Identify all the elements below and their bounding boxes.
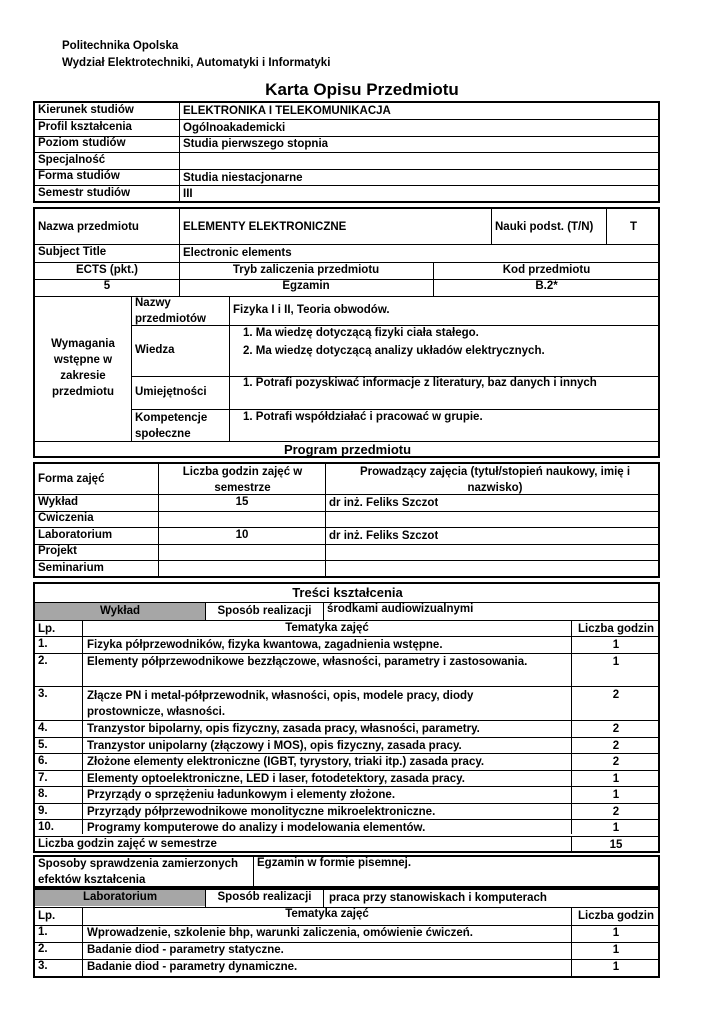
study-form-label: Forma studiów	[38, 170, 120, 182]
teacher-header: Prowadzący zajęcia (tytuł/stopień naukowy, imię i nazwisko)	[359, 466, 631, 494]
program-title: Program przedmiotu	[283, 442, 412, 457]
lecture-row-6-lp: 6.	[38, 755, 48, 767]
basic-sciences-value: T	[629, 221, 638, 233]
assessment-value: Egzamin w formie pisemnej.	[257, 857, 412, 869]
study-profile-value: Ogólnoakademicki	[183, 122, 286, 134]
lecture-row-4-topic: Tranzystor bipolarny, opis fizyczny, zasada pracy, własności, parametry.	[87, 723, 480, 735]
semester-label: Semestr studiów	[38, 187, 131, 199]
lecture-row-9-lp: 9.	[38, 805, 48, 817]
assessment-table	[33, 855, 660, 888]
lecture-row-3-topic: Złącze PN i metal-półprzewodnik, własności, opis, modele pracy, diody prostownicze, własności.	[87, 690, 474, 718]
form-seminar: Seminarium	[38, 562, 104, 574]
lab-method-label: Sposób realizacji	[217, 891, 312, 903]
lecture-col-lp: Lp.	[38, 623, 56, 635]
ects-label: ECTS (pkt.)	[76, 264, 138, 276]
study-profile-label: Profil kształcenia	[38, 121, 132, 133]
lab-row-3-lp: 3.	[38, 960, 48, 972]
form-lecture-hours: 15	[235, 496, 249, 508]
lecture-row-8-lp: 8.	[38, 788, 48, 800]
lecture-row-1-topic: Fizyka półprzewodników, fizyka kwantowa, zagadnienia wstępne.	[87, 639, 443, 651]
course-code-value: B.2*	[535, 280, 558, 292]
lecture-col-hours: Liczba godzin	[577, 623, 655, 635]
lecture-total-value: 15	[609, 839, 623, 851]
study-level-label: Poziom studiów	[38, 137, 126, 149]
lab-row-1-lp: 1.	[38, 926, 48, 938]
form-laboratory: Laboratorium	[38, 529, 113, 541]
lecture-row-2-lp: 2.	[38, 655, 48, 667]
form-exercises: Ćwiczenia	[38, 512, 94, 524]
specialty-label: Specjalność	[38, 154, 106, 166]
lecture-row-8-topic: Przyrządy o sprzężeniu ładunkowym i elementy złożone.	[87, 789, 396, 801]
lecture-row-7-hours: 1	[612, 773, 620, 785]
document-title: Karta Opisu Przedmiotu	[265, 80, 459, 99]
hours-header: Liczba godzin zajęć w semestrze	[182, 466, 303, 494]
social-competence-label: Kompetencje społeczne	[135, 412, 208, 440]
lecture-row-3-hours: 2	[612, 689, 620, 701]
ects-value: 5	[103, 280, 111, 292]
course-info-table	[33, 207, 660, 458]
lecture-row-10-hours: 1	[612, 822, 620, 834]
lecture-row-7-lp: 7.	[38, 772, 48, 784]
lab-row-2-hours: 1	[612, 944, 620, 956]
lecture-label: Wykład	[35, 603, 205, 620]
assessment-label: Sposoby sprawdzenia zamierzonych efektów kształcenia	[38, 858, 239, 886]
form-project: Projekt	[38, 545, 77, 557]
study-field-value: ELEKTRONIKA I TELEKOMUNIKACJA	[183, 105, 391, 117]
lecture-row-4-hours: 2	[612, 723, 620, 735]
course-code-label: Kod przedmiotu	[502, 264, 591, 276]
subject-title-label: Subject Title	[38, 246, 107, 258]
skills-item-1: 1. Potrafi pozyskiwać informacje z literatury, baz danych i innych	[243, 377, 597, 389]
lecture-method-label: Sposób realizacji	[217, 605, 312, 617]
lecture-row-2-hours: 1	[612, 656, 620, 668]
lab-row-2-lp: 2.	[38, 943, 48, 955]
skills-label: Umiejętności	[135, 386, 207, 398]
study-info-table	[33, 101, 660, 203]
lecture-row-2-topic: Elementy półprzewodnikowe bezzłączowe, własności, parametry i zastosowania.	[87, 656, 528, 668]
lab-row-1-topic: Wprowadzenie, szkolenie bhp, warunki zaliczenia, omówienie ćwiczeń.	[87, 927, 473, 939]
lecture-row-1-hours: 1	[612, 639, 620, 651]
knowledge-item-1: 1. Ma wiedzę dotyczącą fizyki ciała stałego.	[243, 327, 479, 339]
requirements-label: Wymagania wstępne w zakresie przedmiotu	[51, 338, 115, 398]
course-name-value: ELEMENTY ELEKTRONICZNE	[183, 221, 347, 233]
study-level-value: Studia pierwszego stopnia	[183, 138, 329, 150]
form-lecture: Wykład	[38, 496, 79, 508]
prerequisite-courses-value: Fizyka I i II, Teoria obwodów.	[233, 304, 390, 316]
lecture-row-9-hours: 2	[612, 806, 620, 818]
lecture-method-value: środkami audiowizualnymi	[327, 603, 474, 615]
lab-col-lp: Lp.	[38, 910, 56, 922]
class-forms-table	[33, 462, 660, 578]
lecture-row-8-hours: 1	[612, 789, 620, 801]
lab-col-topic: Tematyka zajęć	[285, 908, 369, 920]
faculty-name: Wydział Elektrotechniki, Automatyki i Informatyki	[62, 57, 331, 69]
lab-label: Laboratorium	[35, 890, 205, 906]
content-title: Treści kształcenia	[292, 585, 403, 600]
basic-sciences-label: Nauki podst. (T/N)	[495, 221, 594, 233]
course-name-label: Nazwa przedmiotu	[38, 221, 139, 233]
lecture-row-10-lp: 10.	[38, 821, 54, 833]
form-lecture-teacher: dr inż. Feliks Szczot	[329, 497, 439, 509]
social-competence-item-1: 1. Potrafi współdziałać i pracować w grupie.	[243, 411, 483, 423]
lecture-row-6-hours: 2	[612, 756, 620, 768]
lab-row-3-topic: Badanie diod - parametry dynamiczne.	[87, 961, 298, 973]
lecture-row-7-topic: Elementy optoelektroniczne, LED i laser, fotodetektory, zasada pracy.	[87, 773, 465, 785]
knowledge-label: Wiedza	[135, 344, 175, 356]
lecture-row-9-topic: Przyrządy półprzewodnikowe monolityczne mikroelektroniczne.	[87, 806, 436, 818]
form-laboratory-teacher: dr inż. Feliks Szczot	[329, 530, 439, 542]
lecture-row-10-topic: Programy komputerowe do analizy i modelowania elementów.	[87, 822, 426, 834]
lab-row-3-hours: 1	[612, 961, 620, 973]
lab-row-2-topic: Badanie diod - parametry statyczne.	[87, 944, 284, 956]
prerequisite-courses-label: Nazwy przedmiotów	[135, 297, 206, 325]
lecture-row-4-lp: 4.	[38, 722, 48, 734]
lab-content-table	[33, 888, 660, 978]
lecture-row-6-topic: Złożone elementy elektroniczne (IGBT, tyrystory, triaki itp.) zasada pracy.	[87, 756, 485, 768]
class-form-header: Forma zajęć	[38, 473, 105, 485]
study-field-label: Kierunek studiów	[38, 104, 134, 116]
lab-method-value: praca przy stanowiskach i komputerach	[329, 892, 547, 904]
form-laboratory-hours: 10	[235, 529, 249, 541]
semester-value: III	[183, 188, 193, 200]
lab-row-1-hours: 1	[612, 927, 620, 939]
study-form-value: Studia niestacjonarne	[183, 172, 303, 184]
lecture-content-table	[33, 582, 660, 853]
lecture-row-5-topic: Tranzystor unipolarny (złączowy i MOS), opis fizyczny, zasada pracy.	[87, 740, 462, 752]
lab-col-hours: Liczba godzin	[577, 910, 655, 922]
knowledge-item-2: 2. Ma wiedzę dotyczącą analizy układów elektrycznych.	[243, 345, 545, 357]
lecture-row-5-lp: 5.	[38, 739, 48, 751]
lecture-row-5-hours: 2	[612, 740, 620, 752]
lecture-row-3-lp: 3.	[38, 688, 48, 700]
completion-mode-value: Egzamin	[282, 280, 330, 292]
completion-mode-label: Tryb zaliczenia przedmiotu	[232, 264, 380, 276]
subject-title-value: Electronic elements	[183, 247, 292, 259]
university-name: Politechnika Opolska	[62, 40, 179, 52]
lecture-total-label: Liczba godzin zajęć w semestrze	[38, 838, 217, 850]
lecture-row-1-lp: 1.	[38, 638, 48, 650]
lecture-col-topic: Tematyka zajęć	[285, 622, 369, 634]
